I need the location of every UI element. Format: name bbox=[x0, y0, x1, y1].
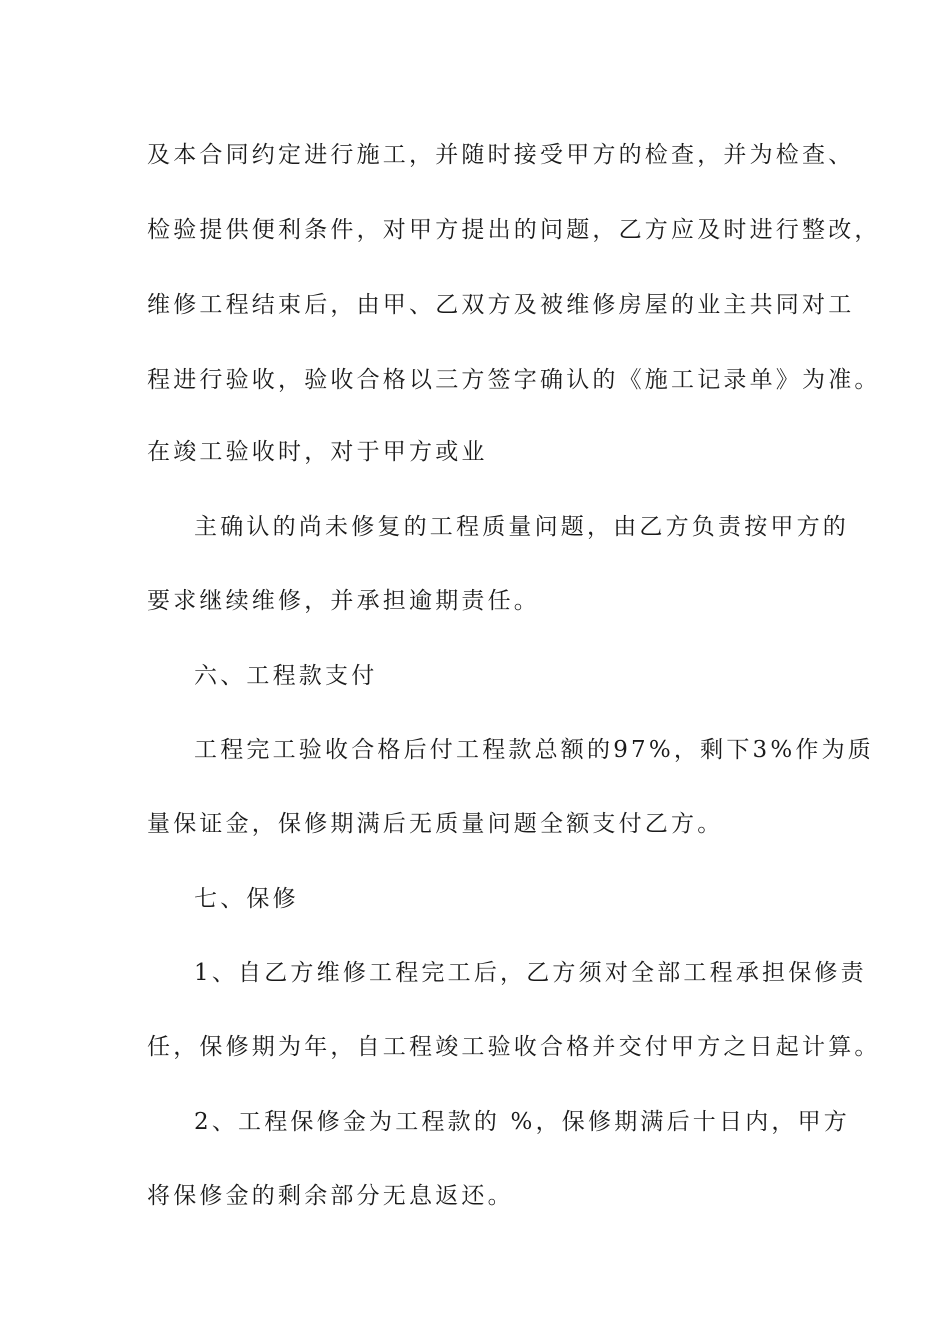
body-text-line: 在竣工验收时，对于甲方或业 bbox=[147, 439, 488, 465]
paragraph-start-line: 工程完工验收合格后付工程款总额的97%，剩下3%作为质 bbox=[194, 737, 875, 763]
body-text-line: 任，保修期为年，自工程竣工验收合格并交付甲方之日起计算。 bbox=[147, 1034, 881, 1060]
paragraph-start-line: 主确认的尚未修复的工程质量问题，由乙方负责按甲方的 bbox=[194, 514, 849, 540]
body-text-line: 量保证金，保修期满后无质量问题全额支付乙方。 bbox=[147, 811, 724, 837]
section-heading: 六、工程款支付 bbox=[194, 663, 378, 689]
body-text-line: 维修工程结束后，由甲、乙双方及被维修房屋的业主共同对工 bbox=[147, 292, 855, 318]
list-item-line: 1、自乙方维修工程完工后，乙方须对全部工程承担保修责 bbox=[194, 960, 867, 986]
body-text-line: 检验提供便利条件，对甲方提出的问题，乙方应及时进行整改， bbox=[147, 217, 881, 243]
body-text-line: 程进行验收，验收合格以三方签字确认的《施工记录单》为准。 bbox=[147, 367, 881, 393]
body-text-line: 将保修金的剩余部分无息返还。 bbox=[147, 1183, 514, 1209]
body-text-line: 及本合同约定进行施工，并随时接受甲方的检查，并为检查、 bbox=[147, 142, 855, 168]
body-text-line: 要求继续维修，并承担逾期责任。 bbox=[147, 588, 540, 614]
section-heading: 七、保修 bbox=[194, 886, 299, 912]
list-item-line: 2、工程保修金为工程款的 %，保修期满后十日内，甲方 bbox=[194, 1109, 850, 1135]
